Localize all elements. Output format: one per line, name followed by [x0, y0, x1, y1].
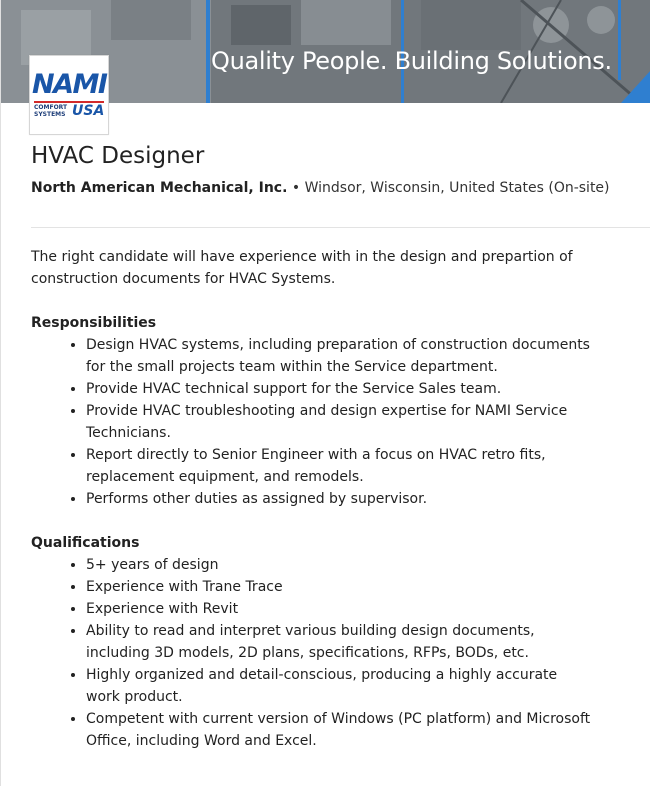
- subline-separator: •: [287, 180, 305, 196]
- list-item: • Experience with Revit: [86, 598, 591, 620]
- logo-usa: USA: [72, 103, 105, 119]
- list-item: • Performs other duties as assigned by supervisor.: [86, 488, 591, 510]
- qualifications-list: [31, 554, 591, 752]
- qualifications-heading: Qualifications: [31, 535, 140, 551]
- list-item: • Experience with Trane Trace: [86, 576, 591, 598]
- list-item: • Provide HVAC technical support for the Service Sales team.: [86, 378, 591, 400]
- divider: [31, 227, 650, 228]
- job-subline: [31, 180, 610, 196]
- list-item: • Design HVAC systems, including preparation of construction documents for the small projects team within the Service department.: [86, 334, 591, 378]
- list-item: • Highly organized and detail-conscious, producing a highly accurate work product.: [86, 664, 591, 708]
- description-intro: The right candidate will have experience with in the design and prepartion of construction documents for HVAC Systems.: [31, 249, 573, 287]
- responsibilities-list: [31, 334, 591, 510]
- responsibilities-heading: Responsibilities: [31, 315, 157, 331]
- list-item: • Competent with current version of Windows (PC platform) and Microsoft Office, including Word and Excel.: [86, 708, 591, 752]
- logo-sub-line1: COMFORT: [34, 104, 68, 111]
- job-location: Windsor, Wisconsin, United States (On-site): [304, 180, 610, 196]
- list-item: • 5+ years of design: [86, 554, 591, 576]
- logo-wordmark: NAMI: [32, 69, 107, 100]
- banner-tagline: Quality People. Building Solutions.: [211, 47, 612, 75]
- job-description: [31, 246, 591, 752]
- list-item: • Ability to read and interpret various building design documents, including 3D models, 2D plans, specifications, RFPs, BODs, etc.: [86, 620, 591, 664]
- list-item: • Provide HVAC troubleshooting and design expertise for NAMI Service Technicians.: [86, 400, 591, 444]
- logo-sub-line2: SYSTEMS: [34, 111, 66, 118]
- company-name[interactable]: North American Mechanical, Inc.: [31, 180, 288, 196]
- company-logo[interactable]: [29, 55, 109, 135]
- logo-subtext: [34, 104, 74, 118]
- list-item: • Report directly to Senior Engineer with a focus on HVAC retro fits, replacement equipment, and remodels.: [86, 444, 591, 488]
- job-title: HVAC Designer: [31, 143, 205, 169]
